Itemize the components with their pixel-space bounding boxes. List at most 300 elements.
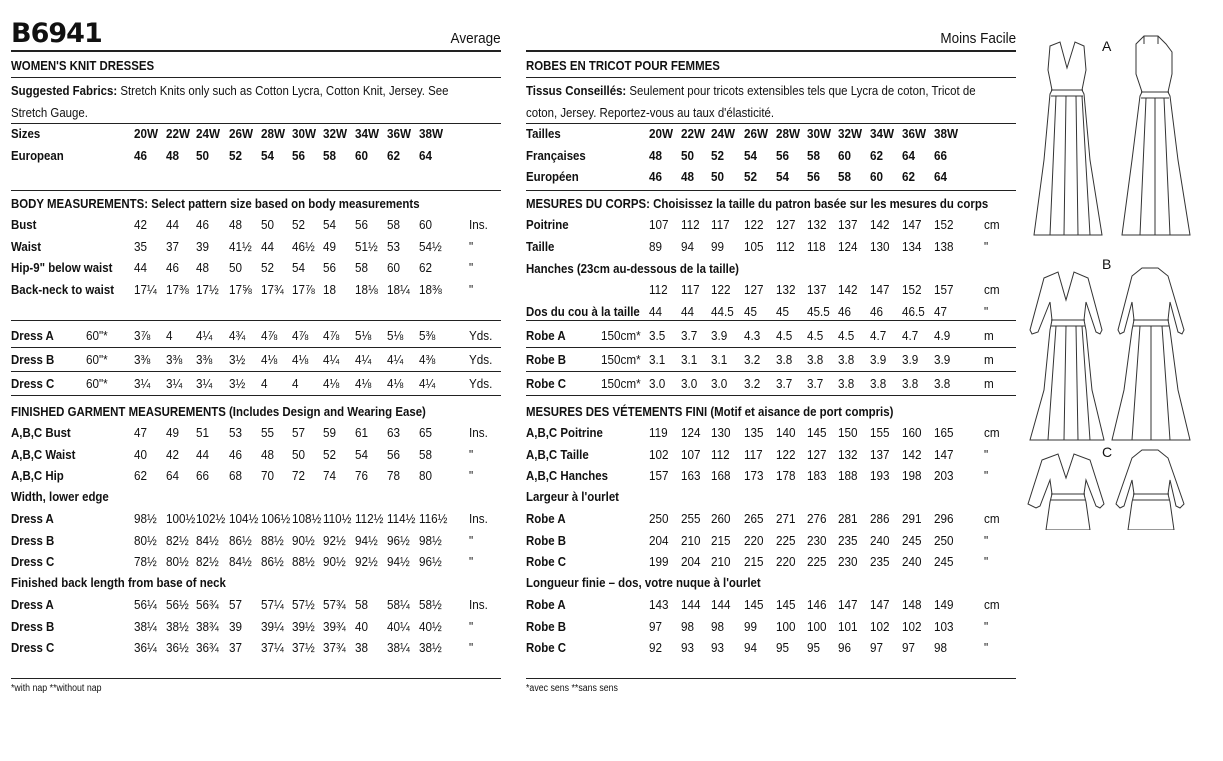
table-cell: 50 [261,217,275,232]
finished-measurements-title-fr: MESURES DES VÉTEMENTS FINI (Motif et aisance de port compris) [526,404,894,419]
table-cell: 134 [902,238,922,254]
table-cell: 104½ [229,511,259,526]
table-cell: 62 [902,169,916,184]
table-cell: 245 [902,532,922,548]
row-label: European [11,147,64,163]
unit-label: " [984,532,989,548]
table-cell: 39¾ [323,618,346,634]
table-cell: 3.0 [711,376,728,391]
table-cell: 46.5 [902,303,925,319]
table-cell: 38½ [166,618,189,634]
table-cell: 4¼ [323,352,340,367]
table-row [11,282,501,303]
table-cell: 18¼ [387,281,410,297]
view-b-front-drawing [1030,272,1104,440]
table-cell: 122 [744,217,764,232]
table-row [526,328,1016,349]
table-cell: 36W [902,126,927,141]
table-cell: 56 [292,147,306,163]
table-cell: 150 [838,425,858,440]
table-row [11,468,501,489]
table-cell: 3⅜ [166,352,183,367]
table-cell: 63 [387,425,401,440]
table-cell: 56 [355,217,369,232]
row-label: Poitrine [526,217,569,232]
unit-label: cm [984,597,1000,612]
unit-label: " [984,554,989,569]
table-cell: 18⅜ [419,281,442,297]
table-cell: 3½ [229,352,246,367]
table-cell: 5⅜ [419,328,436,343]
table-cell: 37 [166,238,180,254]
table-cell: 95 [807,640,821,655]
unit-label: " [469,446,474,462]
table-cell: 108½ [292,511,322,526]
table-cell: 49 [323,238,337,254]
table-cell: 132 [776,282,796,297]
table-cell: 204 [649,532,669,548]
table-cell: 17⅞ [292,281,315,297]
table-row [11,352,501,373]
table-row [526,126,1016,147]
table-cell: 45 [776,303,790,319]
divider [11,77,501,78]
table-cell: 3.2 [744,376,761,391]
table-row [526,554,1016,575]
table-cell: 50 [229,260,243,275]
table-cell: 62 [134,468,148,483]
table-cell: 40 [355,618,369,634]
table-cell: 3.7 [807,376,824,391]
table-cell: 240 [870,532,890,548]
table-cell: 62 [419,260,433,275]
back-length-title: Finished back length from base of neck [11,575,226,590]
table-cell: 4.5 [807,328,824,343]
view-c-back-drawing [1116,450,1184,530]
row-label: Dress C [11,554,55,569]
table-cell: 145 [744,597,764,612]
table-cell: 51½ [355,238,378,254]
table-cell: 250 [649,511,669,526]
table-row [526,468,1016,489]
view-label-b: B [1102,256,1112,272]
table-cell: 60 [355,147,369,163]
table-cell: 3⅞ [134,328,151,343]
table-cell: 64 [166,468,180,483]
table-cell: 144 [711,597,731,612]
table-cell: 56 [323,260,337,275]
row-label: Back-neck to waist [11,281,115,297]
table-cell: 60 [870,169,884,184]
row-label: A,B,C Hip [11,468,64,483]
table-cell: 3.5 [649,328,666,343]
unit-label: " [469,238,474,254]
table-cell: 4⅛ [261,352,278,367]
table-cell: 40 [134,446,148,462]
table-cell: 53 [387,238,401,254]
table-cell: 36½ [166,640,189,655]
table-cell: 3.9 [870,352,887,367]
row-label: A,B,C Poitrine [526,425,603,440]
table-cell: 45 [744,303,758,319]
table-cell: 44 [196,446,210,462]
table-cell: 220 [744,532,764,548]
table-cell: 230 [807,532,827,548]
table-cell: 50 [292,446,306,462]
table-cell: 100 [776,618,796,634]
table-cell: 199 [649,554,669,569]
table-cell: 52 [744,169,758,184]
table-cell: 142 [902,446,922,462]
view-illustrations [1020,30,1220,530]
table-cell: 98½ [134,511,157,526]
table-row [526,304,1016,325]
pattern-number: B6941 [11,18,102,49]
table-cell: 168 [711,468,731,483]
row-label: Hip-9" below waist [11,260,113,275]
table-cell: 276 [807,511,827,526]
table-cell: 52 [711,147,725,163]
table-row [11,640,501,661]
table-cell: 117 [711,217,730,232]
table-row [526,425,1016,446]
table-cell: 56½ [166,597,189,612]
table-cell: 90½ [292,532,315,548]
table-cell: 4⅞ [292,328,309,343]
table-row [11,217,501,238]
table-row [526,239,1016,260]
row-label: Robe B [526,352,567,367]
table-cell: 57 [229,597,243,612]
table-cell: 66 [934,147,948,163]
table-cell: 65 [419,425,433,440]
table-cell: 42 [134,217,148,232]
table-cell: 46 [649,169,663,184]
table-cell: 86½ [261,554,284,569]
table-cell: 144 [681,597,701,612]
unit-label: Yds. [469,352,493,367]
unit-label: m [984,376,994,391]
table-cell: 3.8 [934,376,951,391]
table-cell: 17½ [196,281,219,297]
table-cell: 34W [355,126,380,141]
table-row [11,597,501,618]
fabric-width: 150cm* [601,352,641,367]
row-label: Sizes [11,126,41,141]
table-cell: 163 [681,468,701,483]
fabric-width: 60"* [86,328,108,343]
table-cell: 203 [934,468,954,483]
table-cell: 39¼ [261,618,284,634]
table-cell: 38¼ [387,640,410,655]
divider [526,123,1016,124]
table-cell: 94 [681,238,695,254]
table-cell: 127 [744,282,764,297]
table-cell: 102½ [196,511,226,526]
table-cell: 137 [807,282,827,297]
fabrics-label-fr: Tissus Conseillés: [526,83,627,98]
table-cell: 4¼ [387,352,404,367]
table-cell: 178 [776,468,796,483]
fabrics-paragraph-fr [526,80,1001,123]
table-cell: 52 [323,446,337,462]
table-cell: 17¼ [134,281,157,297]
table-cell: 155 [870,425,890,440]
table-cell: 97 [649,618,663,634]
table-cell: 145 [807,425,827,440]
table-cell: 58 [355,260,369,275]
table-cell: 4 [292,376,299,391]
table-cell: 58 [323,147,337,163]
table-cell: 70 [261,468,275,483]
table-cell: 92 [649,640,663,655]
table-cell: 142 [870,217,890,232]
table-cell: 39½ [292,618,315,634]
view-b-back-drawing [1112,268,1190,440]
table-row [11,619,501,640]
table-cell: 3.8 [776,352,793,367]
table-cell: 250 [934,532,954,548]
table-cell: 235 [870,554,890,569]
table-cell: 271 [776,511,796,526]
table-cell: 24W [196,126,221,141]
table-cell: 46 [229,446,243,462]
table-row [526,619,1016,640]
difficulty-level: Average [450,30,501,47]
fabric-width: 60"* [86,352,108,367]
unit-label: " [984,303,989,319]
row-label: Dress B [11,532,55,548]
table-row [11,425,501,446]
table-cell: 105 [744,238,764,254]
divider [526,371,1016,372]
divider [11,190,501,191]
table-cell: 4.5 [838,328,855,343]
table-cell: 38W [934,126,959,141]
table-cell: 42 [166,446,180,462]
table-cell: 97 [870,640,884,655]
row-label: Robe A [526,511,566,526]
table-cell: 45.5 [807,303,830,319]
table-cell: 96 [838,640,852,655]
table-cell: 225 [807,554,827,569]
table-cell: 127 [807,446,827,462]
unit-label: Ins. [469,597,488,612]
view-c-front-drawing [1028,454,1104,530]
row-label: Dress A [11,328,54,343]
table-cell: 132 [807,217,827,232]
table-cell: 147 [838,597,858,612]
table-cell: 57¼ [261,597,284,612]
unit-label: " [469,618,474,634]
table-cell: 130 [711,425,731,440]
divider [11,347,501,348]
table-cell: 103 [934,618,954,634]
table-cell: 52 [261,260,275,275]
fabric-width: 60"* [86,376,108,391]
table-row [526,511,1016,532]
table-cell: 35 [134,238,148,254]
table-cell: 240 [902,554,922,569]
table-cell: 44 [166,217,180,232]
table-cell: 112 [649,282,668,297]
table-cell: 3⅜ [134,352,151,367]
table-cell: 210 [681,532,701,548]
table-cell: 26W [744,126,769,141]
table-cell: 3.9 [711,328,728,343]
view-label-a: A [1102,38,1112,54]
table-cell: 102 [902,618,922,634]
table-cell: 52 [229,147,243,163]
table-cell: 89 [649,238,663,254]
table-cell: 64 [419,147,433,163]
table-cell: 50 [711,169,725,184]
table-cell: 4.9 [934,328,951,343]
table-row [11,260,501,281]
divider [526,347,1016,348]
table-row [526,217,1016,238]
table-cell: 4⅛ [292,352,309,367]
table-cell: 72 [292,468,306,483]
table-cell: 48 [166,147,180,163]
table-cell: 54 [323,217,337,232]
table-cell: 98 [934,640,948,655]
table-cell: 36¾ [196,640,219,655]
divider [11,395,501,396]
divider [526,77,1016,78]
table-cell: 281 [838,511,858,526]
table-row [11,554,501,575]
table-cell: 4¾ [229,328,246,343]
table-cell: 112 [776,238,795,254]
table-cell: 132 [838,446,858,462]
table-cell: 54 [261,147,275,163]
table-cell: 24W [711,126,736,141]
unit-label: Ins. [469,425,488,440]
hips-label-fr: Hanches (23cm au-dessous de la taille) [526,261,740,276]
fabrics-label: Suggested Fabrics: [11,83,118,98]
table-cell: 173 [744,468,764,483]
table-cell: 147 [870,597,890,612]
table-cell: 30W [292,126,317,141]
table-cell: 20W [649,126,674,141]
table-cell: 137 [870,446,890,462]
table-cell: 98½ [419,532,442,548]
table-cell: 56¾ [196,597,219,612]
table-cell: 107 [649,217,669,232]
unit-label: " [469,554,474,569]
table-cell: 57¾ [323,597,346,612]
table-cell: 54 [744,147,758,163]
table-cell: 57 [292,425,306,440]
table-cell: 37½ [292,640,315,655]
table-cell: 124 [681,425,701,440]
table-cell: 245 [934,554,954,569]
table-cell: 3¼ [134,376,151,391]
difficulty-level-fr: Moins Facile [940,30,1016,47]
unit-label: m [984,328,994,343]
table-cell: 99 [711,238,725,254]
table-cell: 53 [229,425,243,440]
table-cell: 26W [229,126,254,141]
unit-label: " [469,260,474,275]
width-lower-edge-title-fr: Largeur à l'ourlet [526,489,619,504]
table-cell: 3.1 [681,352,698,367]
table-cell: 80 [419,468,433,483]
table-cell: 28W [776,126,801,141]
table-cell: 47 [134,425,148,440]
table-cell: 51 [196,425,210,440]
table-cell: 4¼ [355,352,372,367]
table-cell: 37¼ [261,640,284,655]
unit-label: " [984,640,989,655]
table-cell: 193 [870,468,890,483]
table-cell: 60 [419,217,433,232]
table-cell: 122 [711,282,731,297]
table-cell: 44 [649,303,663,319]
table-cell: 137 [838,217,858,232]
table-cell: 3.1 [711,352,728,367]
table-cell: 118 [807,238,826,254]
row-label: Dos du cou à la taille [526,303,640,319]
table-cell: 3.8 [870,376,887,391]
table-cell: 291 [902,511,922,526]
unit-label: " [469,532,474,548]
table-cell: 49 [166,425,180,440]
table-cell: 124 [838,238,858,254]
table-cell: 143 [649,597,669,612]
table-cell: 82½ [196,554,219,569]
table-cell: 260 [711,511,731,526]
row-label: Dress A [11,511,54,526]
view-a-back-drawing [1122,36,1190,235]
table-cell: 37¾ [323,640,346,655]
table-cell: 210 [711,554,731,569]
table-cell: 204 [681,554,701,569]
unit-label: " [984,618,989,634]
table-row [11,239,501,260]
unit-label: cm [984,282,1000,297]
table-cell: 4 [166,328,173,343]
table-cell: 235 [838,532,858,548]
table-cell: 78½ [134,554,157,569]
table-cell: 17⅜ [166,281,189,297]
table-cell: 230 [838,554,858,569]
table-cell: 255 [681,511,701,526]
table-cell: 99 [744,618,758,634]
divider [526,320,1016,321]
table-cell: 135 [744,425,764,440]
table-cell: 82½ [166,532,189,548]
divider [11,50,501,52]
table-cell: 62 [387,147,401,163]
table-cell: 22W [166,126,191,141]
table-cell: 50 [196,147,210,163]
table-cell: 92½ [355,554,378,569]
table-cell: 94 [744,640,758,655]
table-cell: 5⅛ [355,328,372,343]
unit-label: " [469,281,474,297]
table-cell: 4⅞ [323,328,340,343]
table-cell: 94½ [387,554,410,569]
table-cell: 22W [681,126,706,141]
table-cell: 48 [196,260,210,275]
row-label: Dress A [11,597,54,612]
unit-label: Yds. [469,328,493,343]
table-cell: 39 [229,618,243,634]
table-cell: 38W [419,126,444,141]
table-cell: 3.7 [776,376,793,391]
